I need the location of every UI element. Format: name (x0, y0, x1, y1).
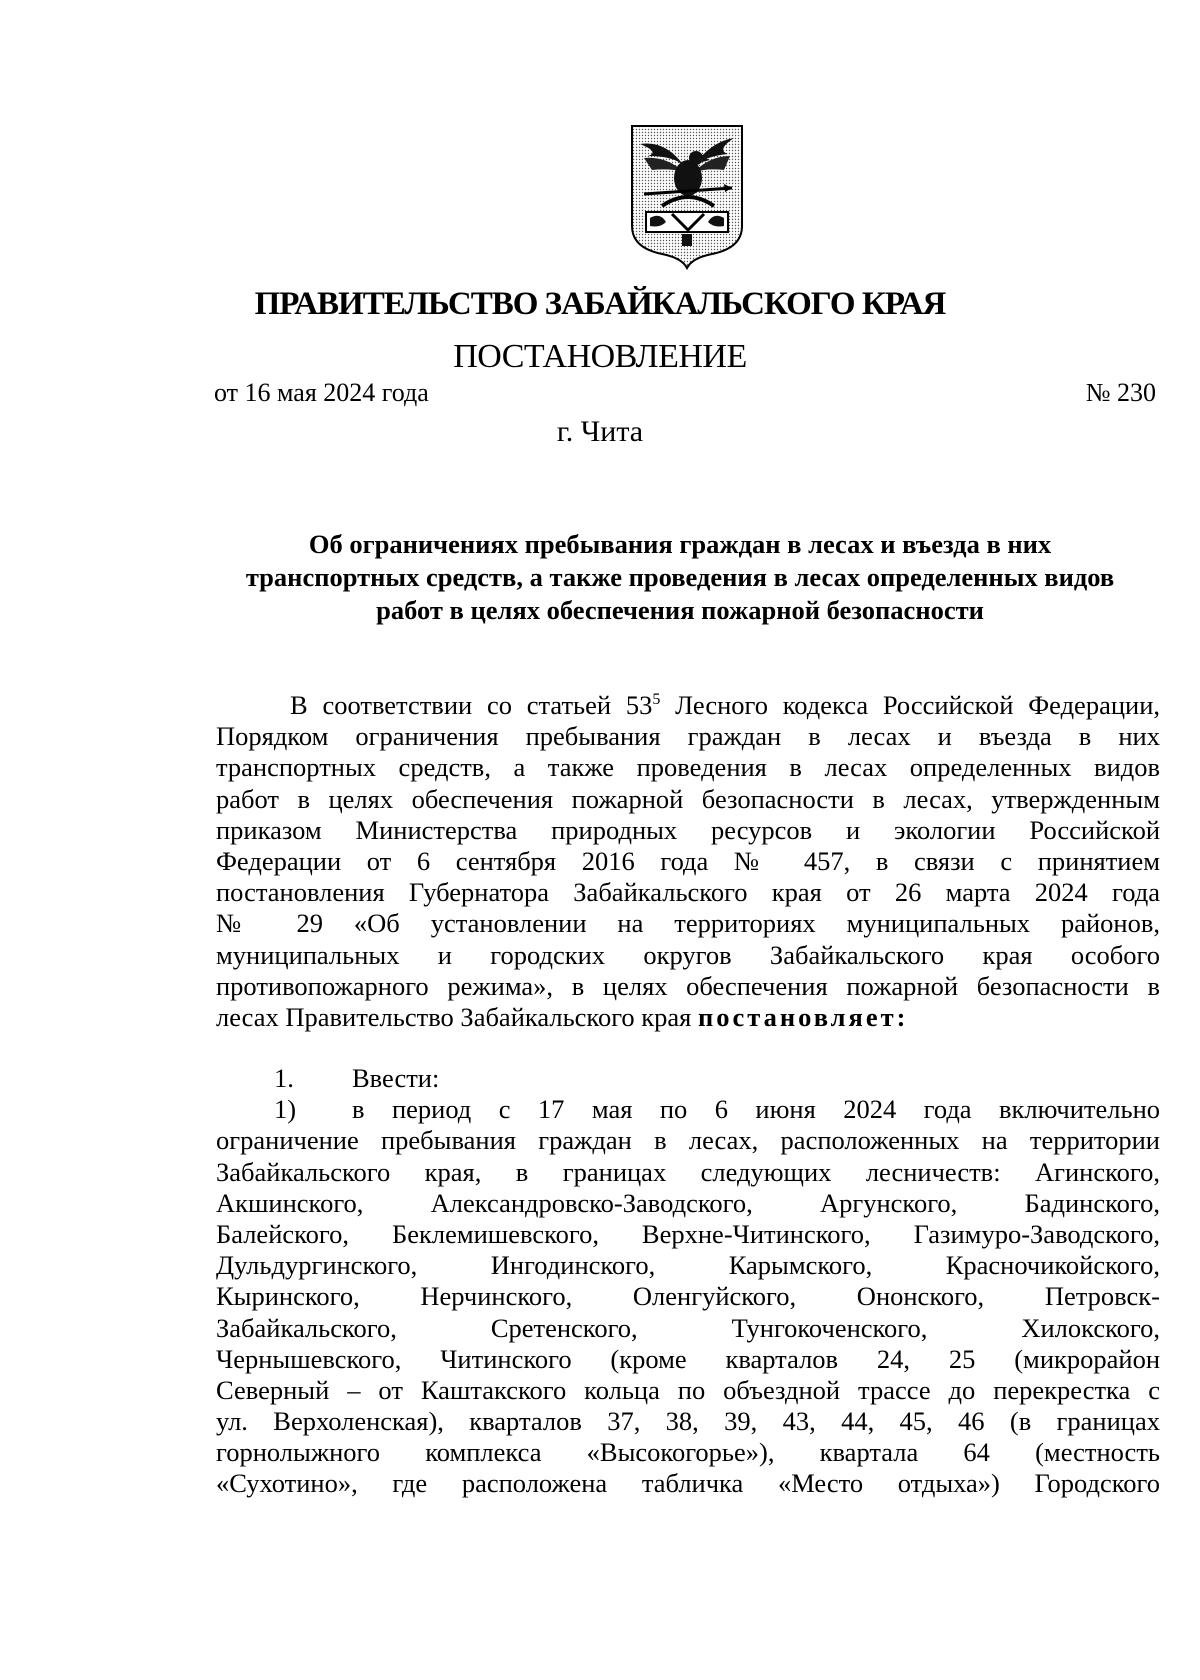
preamble-line (216, 690, 1160, 721)
preamble-line-text: лесах Правительство Забайкальского края (216, 1001, 698, 1032)
preamble-line: работ в целях обеспечения пожарной безопасности в лесах, утвержденным (216, 783, 1160, 814)
organization-title: ПРАВИТЕЛЬСТВО ЗАБАЙКАЛЬСКОГО КРАЯ (254, 286, 946, 322)
subclause-line: Северный – от Каштакского кольца по объездной трассе до перекрестка с (216, 1374, 1160, 1405)
subclause-line: ограничение пребывания граждан в лесах, расположенных на территории (216, 1125, 1160, 1156)
document-number: № 230 (1085, 378, 1156, 407)
preamble-line: приказом Министерства природных ресурсов и экологии Российской (216, 814, 1160, 845)
subclause-line: Акшинского, Александровско-Заводского, Аргунского, Бадинского, (216, 1187, 1160, 1218)
preamble-line: постановления Губернатора Забайкальского края от 26 марта 2024 года (216, 877, 1160, 908)
subject-line: Об ограничениях пребывания граждан в лесах и въезда в них (308, 529, 1052, 559)
subclause-number: 1) (274, 1094, 297, 1125)
document-city: г. Чита (556, 415, 644, 448)
subject-line: работ в целях обеспечения пожарной безопасности (376, 595, 984, 625)
clause-1 (216, 1063, 1160, 1500)
subclause-line: Балейского, Беклемишевского, Верхне-Читинского, Газимуро-Заводского, (216, 1218, 1160, 1249)
preamble-line-text: Лесного кодекса Российской Федерации, (660, 690, 1160, 720)
document-subject (200, 528, 1160, 627)
subject-line: транспортных средств, а также проведения в лесах определенных видов (245, 562, 1115, 592)
clause-number: 1. (274, 1063, 294, 1093)
preamble-last-line (216, 1002, 1160, 1033)
preamble-line: Федерации от 6 сентября 2016 года № 457, в связи с принятием (216, 845, 1160, 876)
preamble-line: транспортных средств, а также проведения в лесах определенных видов (216, 752, 1160, 783)
article-superscript: 5 (652, 691, 661, 709)
preamble-line: муниципальных и городских округов Забайкальского края особого (216, 939, 1160, 970)
preamble-line: противопожарного режима», в целях обеспечения пожарной безопасности в (216, 970, 1160, 1001)
preamble-line: Порядком ограничения пребывания граждан в лесах и въезда в них (216, 721, 1160, 752)
subclause-line: Чернышевского, Читинского (кроме кварталов 24, 25 (микрорайон (216, 1343, 1160, 1374)
resolution-keyword: постановляет: (697, 1001, 909, 1032)
subclause-line: Забайкальского, Сретенского, Тунгокоченского, Хилокского, (216, 1312, 1160, 1343)
preamble-paragraph (216, 690, 1160, 1033)
subclause-line: горнолыжного комплекса «Высокогорье»), квартала 64 (местность (216, 1437, 1160, 1468)
subclause-line: ул. Верхоленская), кварталов 37, 38, 39, 43, 44, 45, 46 (в границах (216, 1406, 1160, 1437)
subclause-line: Дульдургинского, Ингодинского, Карымского, Красночикойского, (216, 1250, 1160, 1281)
document-type: ПОСТАНОВЛЕНИЕ (453, 338, 747, 375)
subclause-first-line (216, 1094, 1160, 1125)
subclause-line: Забайкальского края, в границах следующих лесничеств: Агинского, (216, 1156, 1160, 1187)
clause-heading (216, 1063, 1160, 1094)
preamble-line: № 29 «Об установлении на территориях муниципальных районов, (216, 908, 1160, 939)
preamble-line-text: В соответствии со статьей 53 (290, 690, 653, 720)
document-date: от 16 мая 2024 года (214, 378, 429, 407)
subclause-line-text: в период с 17 мая по 6 июня 2024 года включительно (352, 1094, 1160, 1125)
subclause-line: «Сухотино», где расположена табличка «Место отдыха») Городского (216, 1468, 1160, 1499)
subclause-line: Кыринского, Нерчинского, Оленгуйского, Ононского, Петровск- (216, 1281, 1160, 1312)
clause-label: Ввести: (352, 1063, 440, 1093)
coat-of-arms-emblem (626, 122, 748, 270)
